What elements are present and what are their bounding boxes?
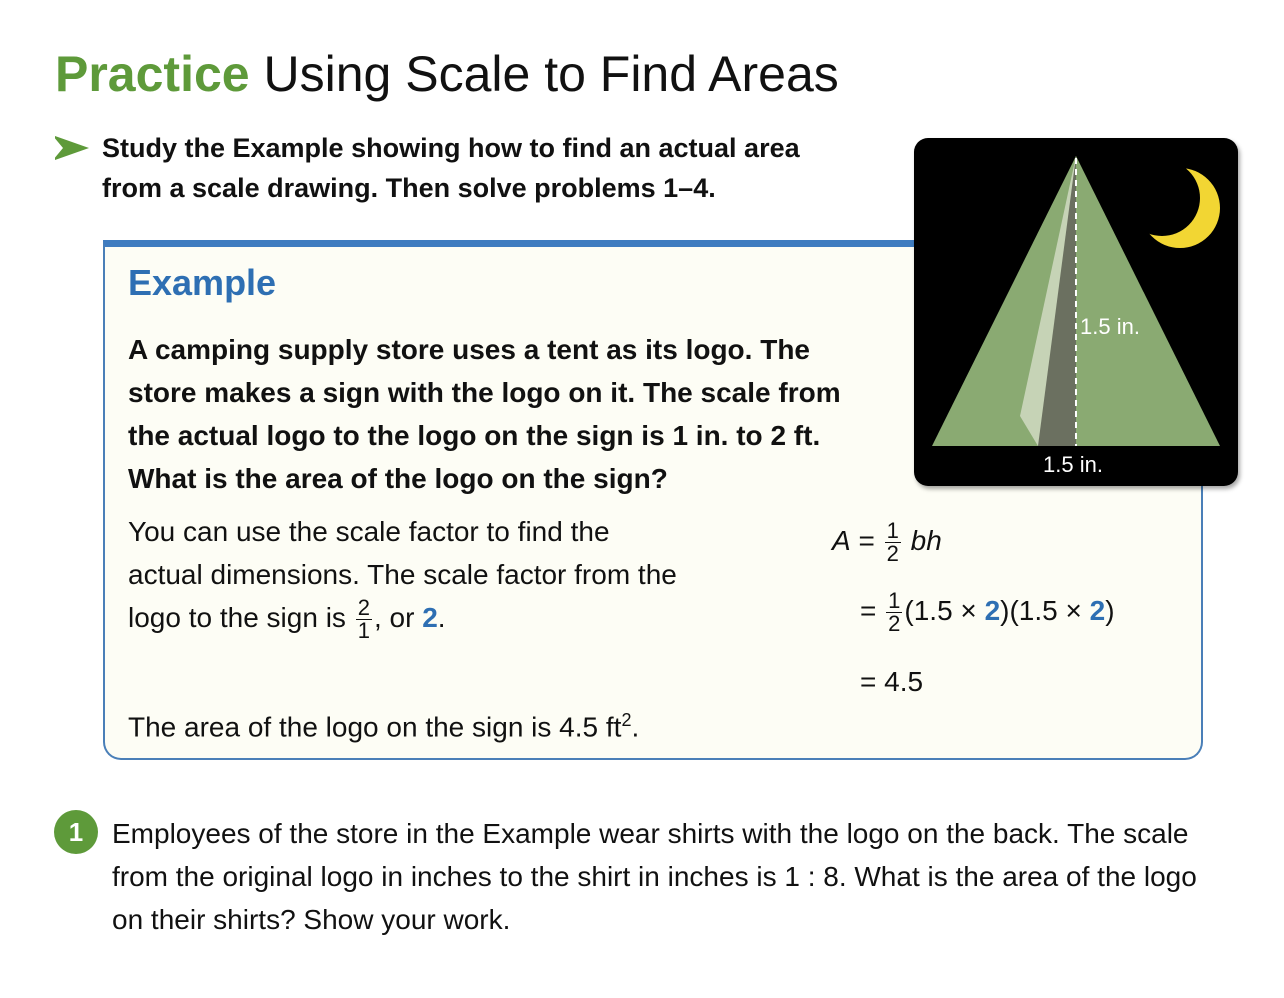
example-explanation	[128, 510, 688, 642]
eq2-equals: =	[860, 594, 885, 626]
tent-logo-figure	[914, 138, 1238, 486]
example-heading: Example	[128, 262, 277, 303]
half-denominator: 2	[886, 541, 899, 566]
equation-result: = 4.5	[860, 666, 924, 697]
page-title	[55, 42, 839, 106]
height-label: 1.5 in.	[1080, 314, 1140, 339]
eq1-lhs: A	[832, 524, 851, 556]
half-denominator-2: 2	[888, 611, 901, 636]
eq2-part-e: )	[1105, 594, 1115, 626]
eq2-part-c: )(1.5 ×	[1000, 594, 1090, 626]
answer-exponent: 2	[621, 710, 632, 730]
base-label: 1.5 in.	[1043, 452, 1103, 477]
half-numerator: 1	[886, 518, 899, 543]
title-text: Using Scale to Find Areas	[263, 46, 839, 102]
half-numerator-2: 1	[888, 588, 901, 613]
equation-area-formula	[832, 520, 942, 565]
eq2-factor-1: 2	[984, 594, 1001, 626]
example-answer	[128, 700, 639, 747]
fraction-denominator: 1	[357, 618, 370, 644]
eq1-rhs: bh	[910, 524, 942, 556]
half-fraction-2	[886, 590, 902, 635]
explanation-mid: , or	[373, 602, 423, 633]
answer-end: .	[631, 711, 640, 743]
tent-logo-svg	[914, 138, 1238, 486]
eq1-equals: =	[850, 524, 883, 556]
eq2-factor-2: 2	[1089, 594, 1106, 626]
title-accent: Practice	[55, 46, 250, 102]
arrow-right-icon	[55, 136, 89, 160]
half-fraction	[885, 520, 901, 565]
explanation-end: .	[437, 602, 446, 633]
fraction-numerator: 2	[357, 595, 370, 621]
moon-shadow	[1124, 160, 1200, 236]
problem-number-badge: 1	[54, 810, 98, 854]
answer-text: The area of the logo on the sign is 4.5 ft	[128, 711, 622, 743]
scale-fraction	[356, 597, 372, 642]
instruction-text: Study the Example showing how to find an actual area from a scale drawing. Then solve problems 1–4.	[102, 133, 800, 203]
example-problem: A camping supply store uses a tent as its logo. The store makes a sign with the logo on it. The scale from the actual logo to the logo on the sign is 1 in. to 2 ft. What is the area of the logo on the sign?	[128, 334, 841, 494]
problem-1-text: Employees of the store in the Example wear shirts with the logo on the back. The scale from the original logo in inches to the shirt in inches is 1 : 8. What is the area of the logo on their shirts? Show your work.	[112, 818, 1197, 935]
explanation-text: You can use the scale factor to find the actual dimensions. The scale factor from the logo to the sign is	[128, 516, 677, 633]
scale-factor-value: 2	[422, 602, 438, 633]
eq2-part-a: (1.5 ×	[904, 594, 985, 626]
equation-substitution	[860, 590, 1115, 635]
